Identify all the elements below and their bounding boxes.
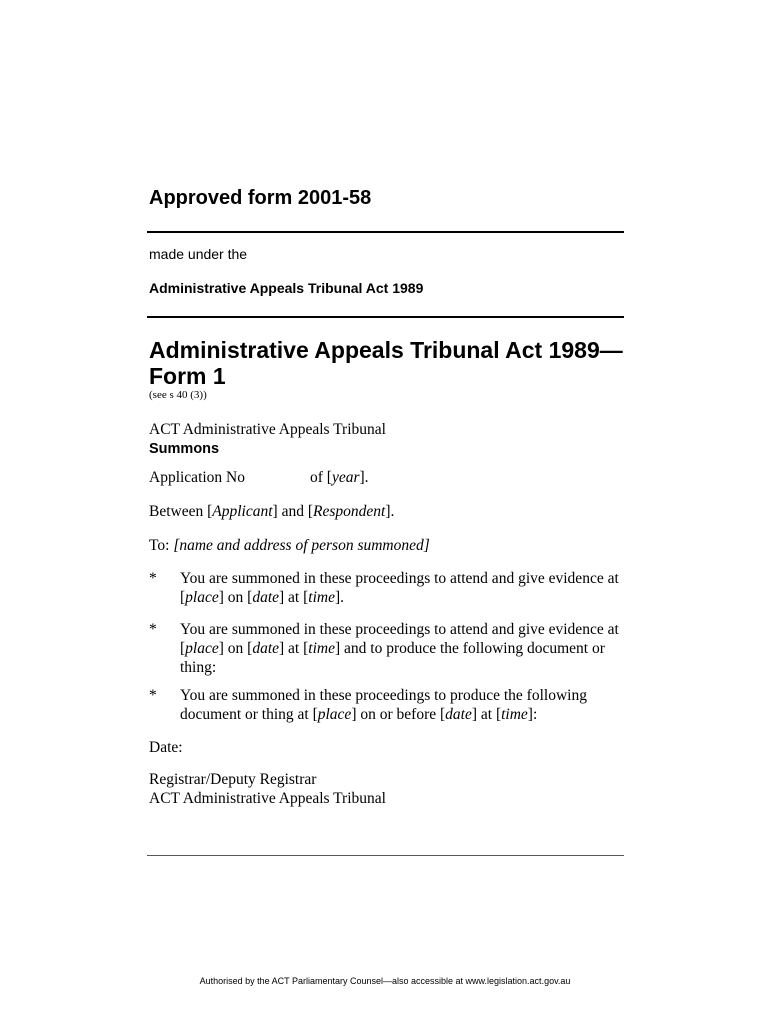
clause-bullet: *	[149, 621, 157, 638]
clause-bullet: *	[149, 687, 157, 704]
form-heading-line1: Administrative Appeals Tribunal Act 1989—	[149, 337, 623, 363]
approved-form-title: Approved form 2001-58	[149, 187, 372, 209]
divider	[147, 316, 624, 318]
registrar-tribunal: ACT Administrative Appeals Tribunal	[149, 790, 386, 807]
divider	[147, 231, 624, 233]
applicant-placeholder: Applicant	[212, 503, 273, 520]
form-heading-line2: Form 1	[149, 363, 226, 389]
application-year: of [year].	[310, 469, 369, 486]
clause-attend-produce: You are summoned in these proceedings to attend and give evidence at [place] on [date] at [time] and to produce the following document or thing:	[180, 621, 619, 676]
application-number-label: Application No	[149, 469, 245, 486]
tribunal-name: ACT Administrative Appeals Tribunal	[149, 421, 386, 438]
recipient-placeholder: [name and address of person summoned]	[173, 537, 430, 554]
footer-divider	[147, 855, 624, 856]
footer-authorisation	[0, 976, 770, 986]
footer-text: Authorised by the ACT Parliamentary Counsel—also accessible at www.legislation.act.gov.au	[199, 976, 571, 986]
section-reference: (see s 40 (3))	[149, 389, 207, 401]
form-heading	[149, 337, 623, 389]
year-placeholder: year	[331, 469, 360, 486]
act-name: Administrative Appeals Tribunal Act 1989	[149, 280, 424, 296]
parties-line: Between [Applicant] and [Respondent].	[149, 503, 395, 520]
respondent-placeholder: Respondent	[313, 503, 386, 520]
recipient-line: To: [name and address of person summoned]	[149, 537, 430, 554]
made-under-text: made under the	[149, 246, 248, 262]
clause-attend: You are summoned in these proceedings to attend and give evidence at [place] on [date] at [time].	[180, 570, 619, 606]
summons-label: Summons	[149, 441, 220, 457]
clause-bullet: *	[149, 570, 157, 587]
date-label: Date:	[149, 739, 183, 756]
registrar-title: Registrar/Deputy Registrar	[149, 771, 317, 788]
clause-produce: You are summoned in these proceedings to produce the following document or thing at [place] on or before [date] at [time]:	[180, 687, 587, 723]
